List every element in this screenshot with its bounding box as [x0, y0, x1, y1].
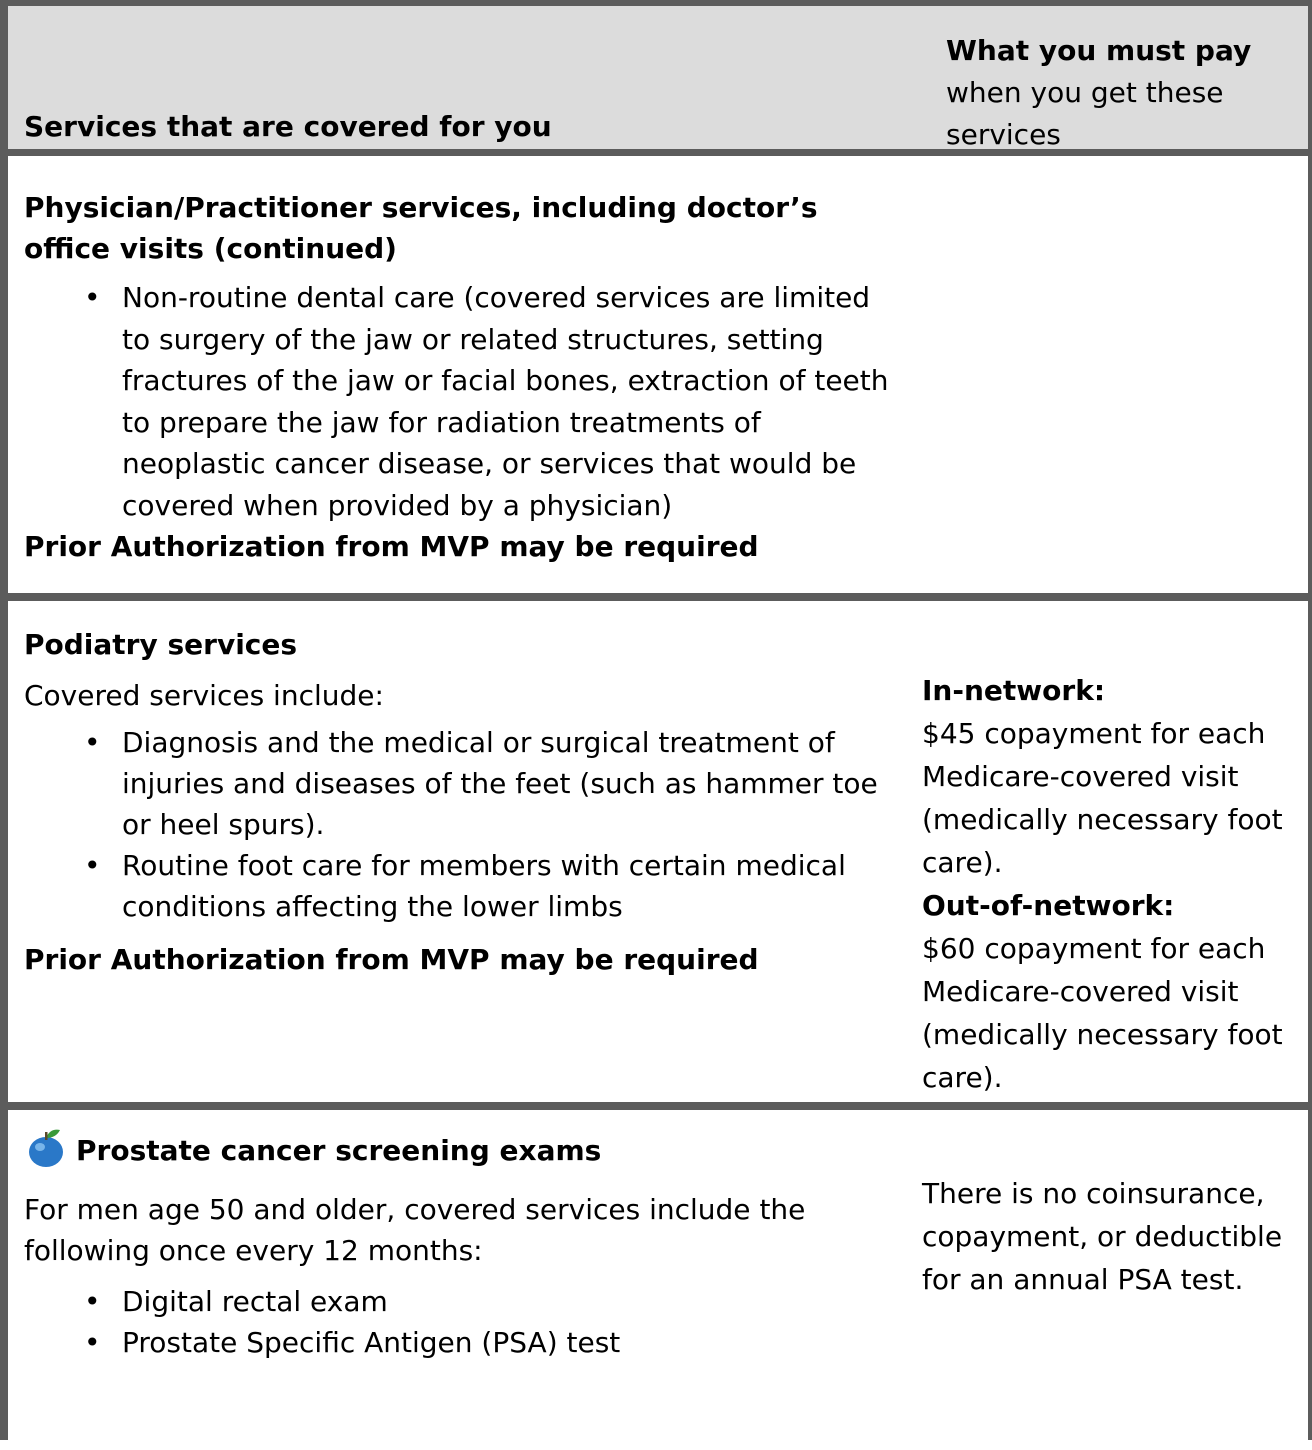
cost-cell	[922, 669, 1292, 1099]
service-intro: Covered services include:	[24, 679, 384, 712]
service-title: Prostate cancer screening exams	[24, 1124, 894, 1179]
services-column-header: Services that are covered for you	[24, 110, 552, 143]
list-item: • Prostate Specific Antigen (PSA) test	[84, 1326, 621, 1359]
cost-column-header	[946, 30, 1276, 156]
out-of-network-label: Out-of-network:	[922, 889, 1175, 922]
table-row-prostate	[8, 1110, 1308, 1450]
service-title: Physician/Practitioner services, including doctor’s office visits (continued)	[24, 191, 818, 265]
prior-auth-note: Prior Authorization from MVP may be required	[24, 530, 759, 563]
cost-header-bold: What you must pay	[946, 34, 1252, 67]
prior-auth-note: Prior Authorization from MVP may be required	[24, 943, 759, 976]
service-title: Podiatry services	[24, 628, 298, 661]
service-bullets	[24, 722, 894, 927]
table-header	[8, 6, 1308, 156]
list-item: • Routine foot care for members with certain medical conditions affecting the lower limbs	[84, 849, 846, 923]
in-network-text: $45 copayment for each Medicare-covered visit (medically necessary foot care).	[922, 717, 1283, 879]
apple-icon	[24, 1124, 68, 1179]
service-bullets	[24, 277, 894, 526]
service-cell	[24, 187, 894, 567]
service-cell	[24, 624, 894, 980]
table-row-physician	[8, 156, 1308, 601]
service-intro: For men age 50 and older, covered services include the following once every 12 months:	[24, 1193, 806, 1267]
service-cell	[24, 1124, 894, 1363]
cost-text: There is no coinsurance, copayment, or deductible for an annual PSA test.	[922, 1177, 1283, 1296]
list-item: • Digital rectal exam	[84, 1285, 388, 1318]
table-row-podiatry	[8, 601, 1308, 1110]
cost-header-rest: when you get these services	[946, 76, 1224, 151]
service-bullets	[24, 1281, 894, 1363]
in-network-label: In-network:	[922, 674, 1106, 707]
cost-cell	[922, 1172, 1292, 1301]
out-of-network-text: $60 copayment for each Medicare-covered visit (medically necessary foot care).	[922, 932, 1283, 1094]
list-item: • Non-routine dental care (covered services are limited to surgery of the jaw or related structures, setting fractures of the jaw or facial bones, extraction of teeth to prepare the jaw for radiation treatments of neoplastic cancer disease, or services that would be covered when provided by a physician)	[84, 281, 889, 522]
list-item: • Diagnosis and the medical or surgical treatment of injuries and diseases of the feet (such as hammer toe or heel spurs).	[84, 726, 878, 841]
